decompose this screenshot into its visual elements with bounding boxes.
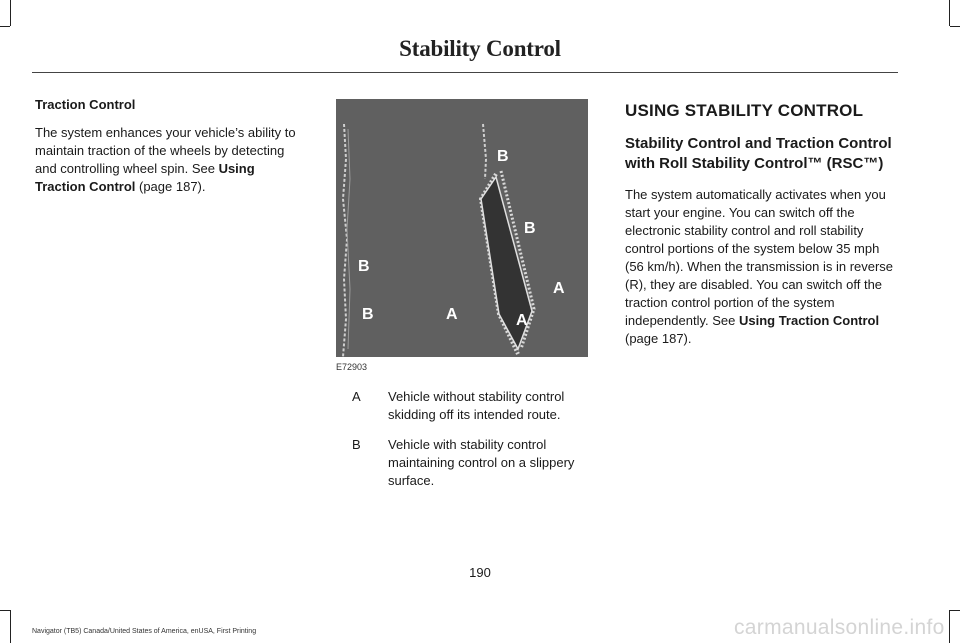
stability-control-illustration	[336, 99, 588, 357]
figure-label: B	[497, 148, 509, 165]
section-heading: USING STABILITY CONTROL	[625, 101, 864, 120]
legend-key: A	[352, 389, 361, 404]
subsection-heading: Stability Control and Traction Control with Roll Stability Control™ (RSC™)	[625, 135, 892, 172]
figure-label: B	[358, 258, 370, 275]
crop-mark-top-right-v	[949, 0, 950, 26]
left-column	[35, 96, 303, 196]
traction-control-paragraph	[35, 124, 303, 196]
legend-key: B	[352, 437, 361, 452]
page-reference: (page 187).	[135, 179, 206, 194]
traction-control-heading: Traction Control	[35, 97, 136, 112]
road-diagram	[336, 99, 588, 357]
crop-mark-bottom-right-v	[949, 610, 950, 643]
figure-label: A	[446, 306, 458, 323]
page-title: Stability Control	[399, 36, 561, 61]
figure-label: B	[362, 306, 374, 323]
paragraph-text: The system enhances your vehicle’s ability to maintain traction of the wheels by detecting and controlling wheel spin. See	[35, 125, 296, 176]
legend-item	[352, 436, 592, 490]
page-reference: (page 187).	[625, 331, 692, 346]
watermark: carmanualsonline.info	[734, 616, 945, 639]
crop-mark-top-right-h	[950, 26, 960, 27]
figure-code: E72903	[336, 362, 368, 372]
stability-control-paragraph	[625, 186, 897, 348]
paragraph-text: The system automatically activates when you start your engine. You can switch off the electronic stability control and roll stability control portions of the system below 35 mph (56 km/h). When the transmission is in reverse (R), they are disabled. You can switch off the traction control portion of the system independently. See	[625, 187, 894, 328]
figure-label: B	[524, 220, 536, 237]
legend-text: Vehicle without stability control skidding off its intended route.	[388, 389, 565, 422]
figure-label: A	[553, 280, 565, 297]
crop-mark-bottom-right-h	[950, 610, 960, 611]
right-column	[625, 96, 897, 348]
figure-legend	[352, 388, 592, 502]
legend-item	[352, 388, 592, 424]
crop-mark-bottom-left-h	[0, 610, 10, 611]
publication-info: Navigator (TB5) Canada/United States of America, enUSA, First Printing	[32, 628, 257, 635]
header-rule	[32, 72, 898, 73]
crop-mark-top-left-v	[10, 0, 11, 26]
using-traction-control-link[interactable]: Using Traction Control	[738, 313, 880, 328]
crop-mark-bottom-left-v	[10, 610, 11, 643]
page-number: 190	[469, 565, 491, 580]
legend-text: Vehicle with stability control maintaining control on a slippery surface.	[388, 437, 575, 488]
using-traction-control-link[interactable]: Using Traction Control	[35, 161, 255, 194]
figure-label: A	[516, 312, 528, 329]
crop-mark-top-left-h	[0, 26, 10, 27]
